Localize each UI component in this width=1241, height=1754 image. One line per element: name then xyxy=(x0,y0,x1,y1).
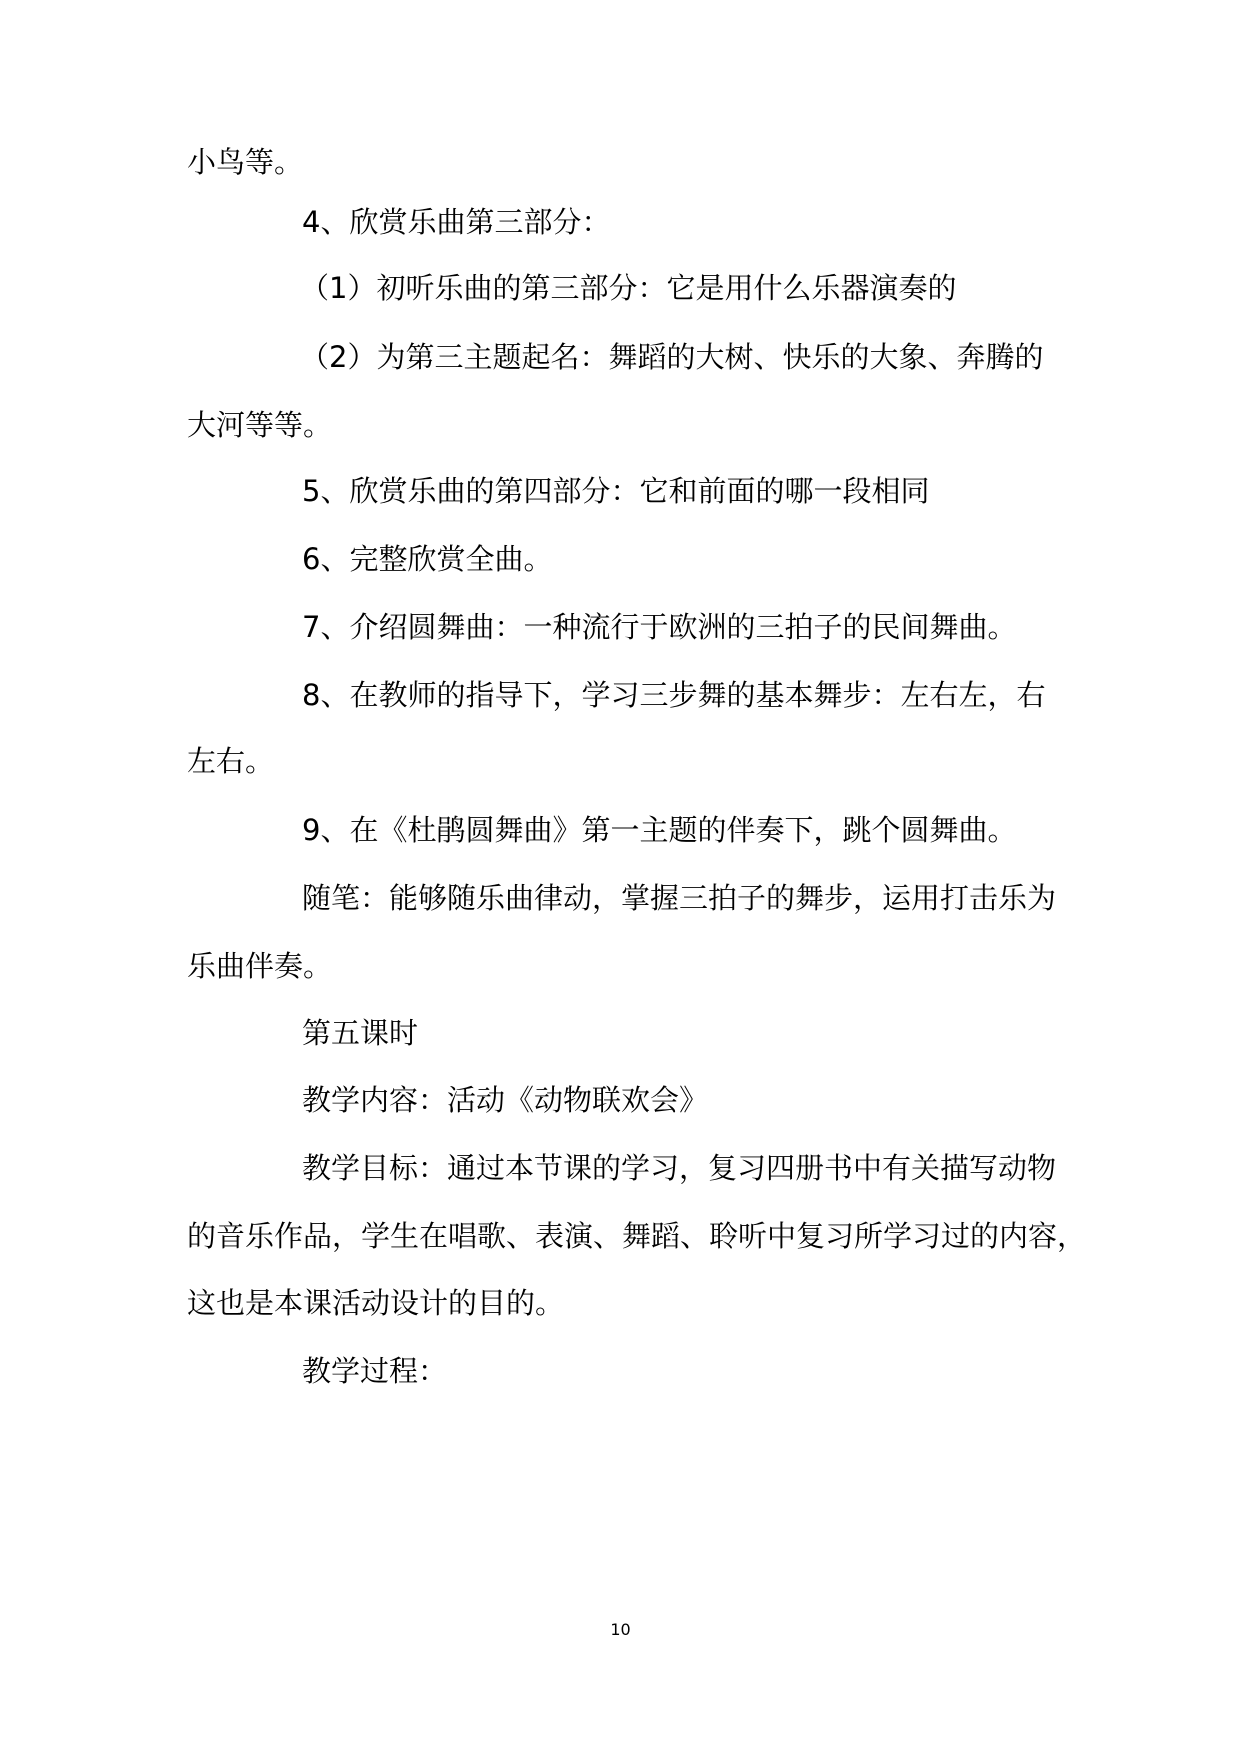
text-line-19: 教学过程： xyxy=(302,1354,448,1388)
text-line-17: 的音乐作品，学生在唱歌、表演、舞蹈、聆听中复习所学习过的内容， xyxy=(187,1219,1087,1253)
text-line-11: 9、在《杜鹃圆舞曲》第一主题的伴奏下，跳个圆舞曲。 xyxy=(302,813,1017,847)
text-line-7: 6、完整欣赏全曲。 xyxy=(302,542,553,576)
text-line-4: （2）为第三主题起名：舞蹈的大树、快乐的大象、奔腾的 xyxy=(300,340,1044,374)
text-line-2: 4、欣赏乐曲第三部分： xyxy=(302,205,611,239)
text-line-13: 乐曲伴奏。 xyxy=(187,949,333,983)
page-number: 10 xyxy=(610,1620,631,1639)
text-line-16: 教学目标：通过本节课的学习，复习四册书中有关描写动物 xyxy=(302,1151,1057,1185)
text-line-12: 随笔：能够随乐曲律动，掌握三拍子的舞步，运用打击乐为 xyxy=(302,881,1057,915)
text-line-8: 7、介绍圆舞曲：一种流行于欧洲的三拍子的民间舞曲。 xyxy=(302,610,1017,644)
text-line-3: （1）初听乐曲的第三部分：它是用什么乐器演奏的 xyxy=(300,271,957,305)
text-line-15: 教学内容：活动《动物联欢会》 xyxy=(302,1083,709,1117)
text-line-6: 5、欣赏乐曲的第四部分：它和前面的哪一段相同 xyxy=(302,474,930,508)
text-line-14: 第五课时 xyxy=(302,1016,419,1050)
text-line-10: 左右。 xyxy=(187,744,275,778)
text-line-5: 大河等等。 xyxy=(187,408,333,442)
text-line-1: 小鸟等。 xyxy=(187,145,304,179)
text-line-9: 8、在教师的指导下，学习三步舞的基本舞步：左右左，右 xyxy=(302,678,1046,712)
text-line-18: 这也是本课活动设计的目的。 xyxy=(187,1286,565,1320)
